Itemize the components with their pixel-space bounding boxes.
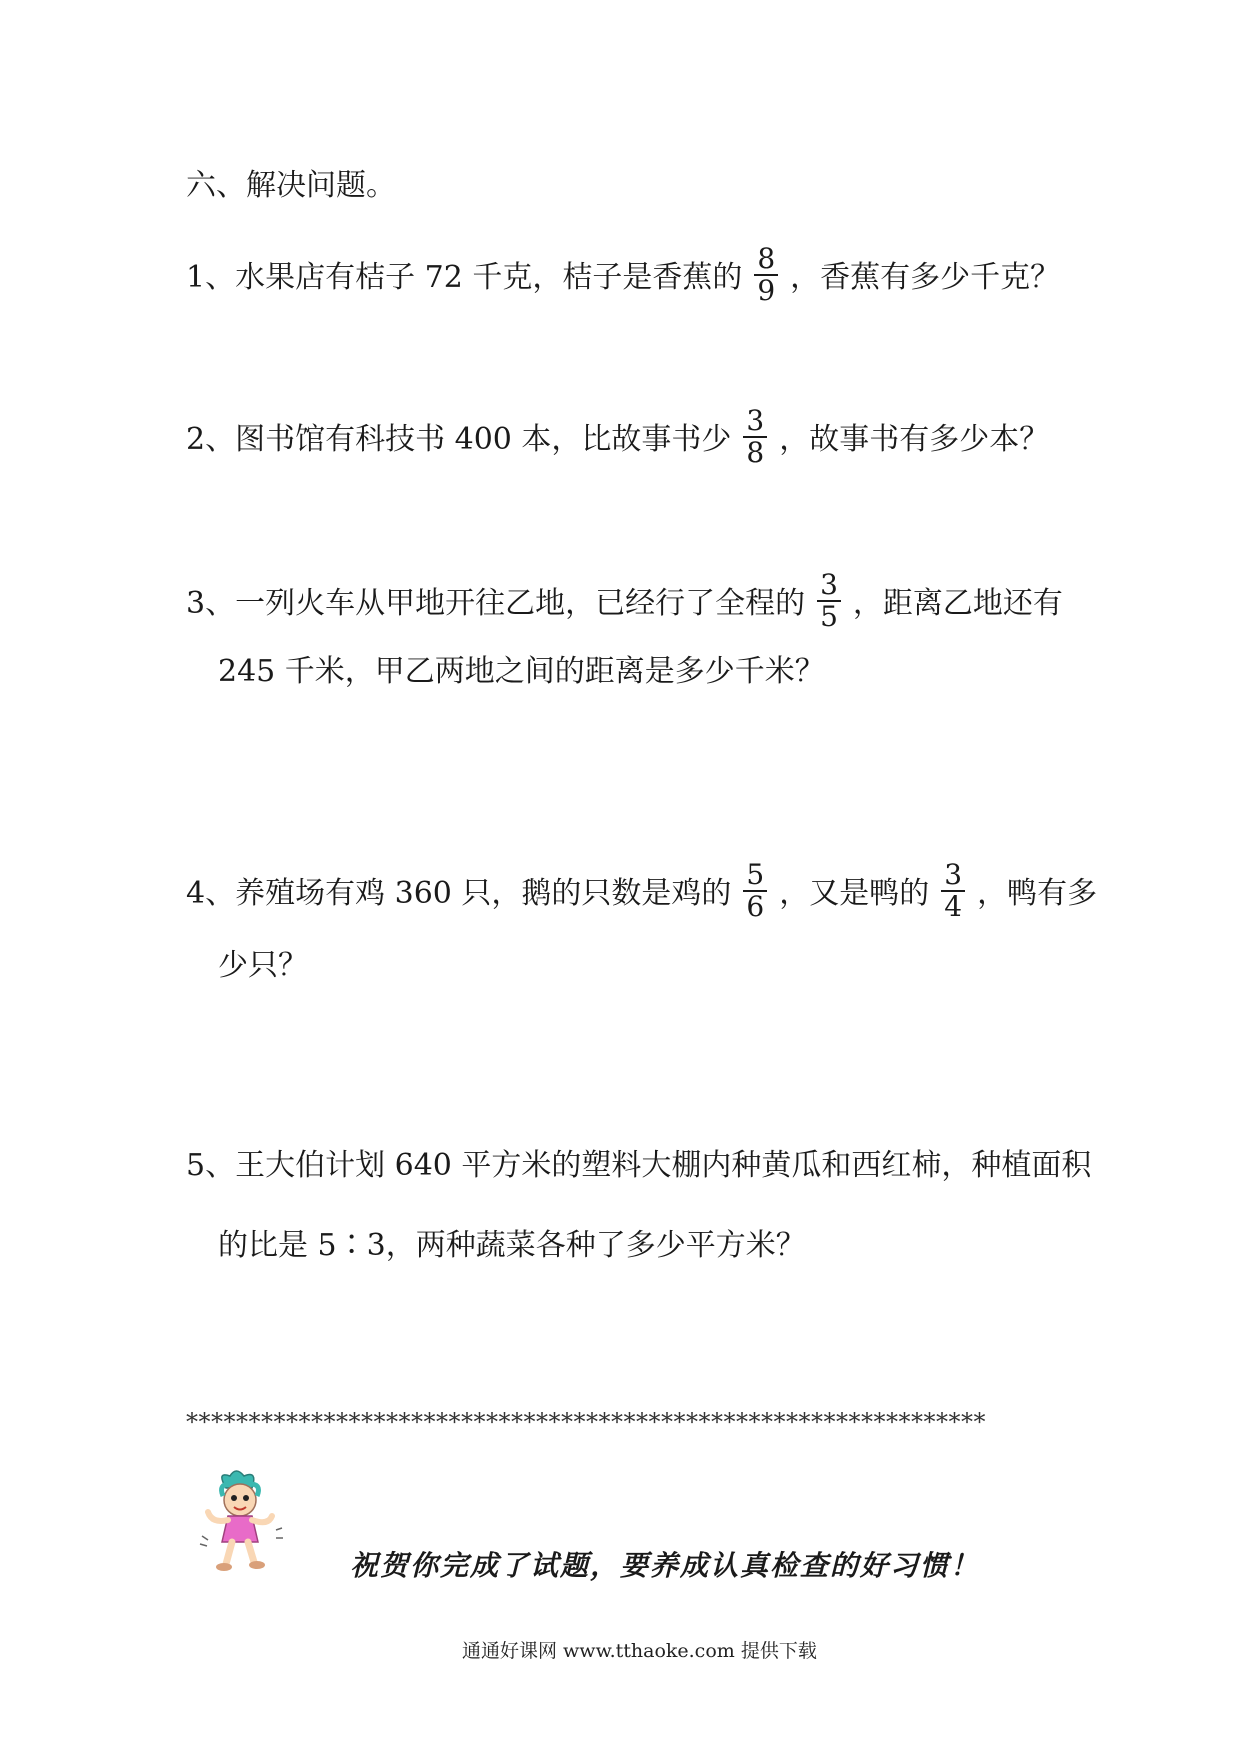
problem-1-text-b: ，香蕉有多少千克？: [790, 260, 1061, 295]
fraction: [817, 570, 841, 632]
fraction: [743, 406, 767, 468]
fraction: [754, 244, 778, 306]
fraction-denominator: 6: [746, 890, 765, 923]
problem-4-text-b: ，又是鸭的: [779, 876, 930, 911]
problem-2: [186, 404, 1050, 472]
section-heading: 六、解决问题。: [186, 168, 396, 203]
fraction-denominator: 5: [820, 600, 838, 633]
footer-credit: 通通好课网 www.tthaoke.com 提供下载: [462, 1640, 817, 1662]
problem-3-line-1: [186, 568, 1063, 636]
fraction-denominator: 4: [944, 890, 963, 923]
star-separator: ****************************************************************: [186, 1408, 986, 1436]
problem-4-line-2: 少只？: [218, 948, 308, 983]
problem-5-line-1: 5、王大伯计划 640 平方米的塑料大棚内种黄瓜和西红柿，种植面积: [186, 1148, 1092, 1183]
fraction-numerator: 8: [757, 242, 776, 275]
problem-3-text-b: ，距离乙地还有: [852, 586, 1063, 621]
problem-4-text-c: ，鸭有多: [977, 876, 1098, 911]
problem-4-text-a: 4、养殖场有鸡 360 只，鹅的只数是鸡的: [186, 876, 732, 911]
problem-4-line-1: [186, 858, 1098, 926]
congratulation-message: 祝贺你完成了试题，要养成认真检查的好习惯！: [350, 1549, 981, 1582]
fraction-denominator: 8: [746, 436, 765, 469]
problem-1-text-a: 1、水果店有桔子 72 千克，桔子是香蕉的: [186, 260, 743, 295]
problem-2-text-a: 2、图书馆有科技书 400 本，比故事书少: [186, 422, 732, 457]
fraction-numerator: 3: [944, 858, 963, 891]
fraction: [941, 860, 965, 922]
fraction-denominator: 9: [757, 274, 776, 307]
fraction-numerator: 5: [746, 858, 765, 891]
problem-1: [186, 242, 1061, 310]
fraction-numerator: 3: [820, 568, 838, 601]
problem-3-line-2: 245 千米，甲乙两地之间的距离是多少千米？: [218, 654, 825, 689]
fraction: [743, 860, 767, 922]
fraction-numerator: 3: [746, 404, 765, 437]
cartoon-girl-icon: [196, 1466, 286, 1576]
problem-3-text-a: 3、一列火车从甲地开往乙地，已经行了全程的: [186, 586, 806, 621]
problem-2-text-b: ，故事书有多少本？: [779, 422, 1050, 457]
problem-5-line-2: 的比是 5∶3，两种蔬菜各种了多少平方米？: [218, 1228, 806, 1263]
